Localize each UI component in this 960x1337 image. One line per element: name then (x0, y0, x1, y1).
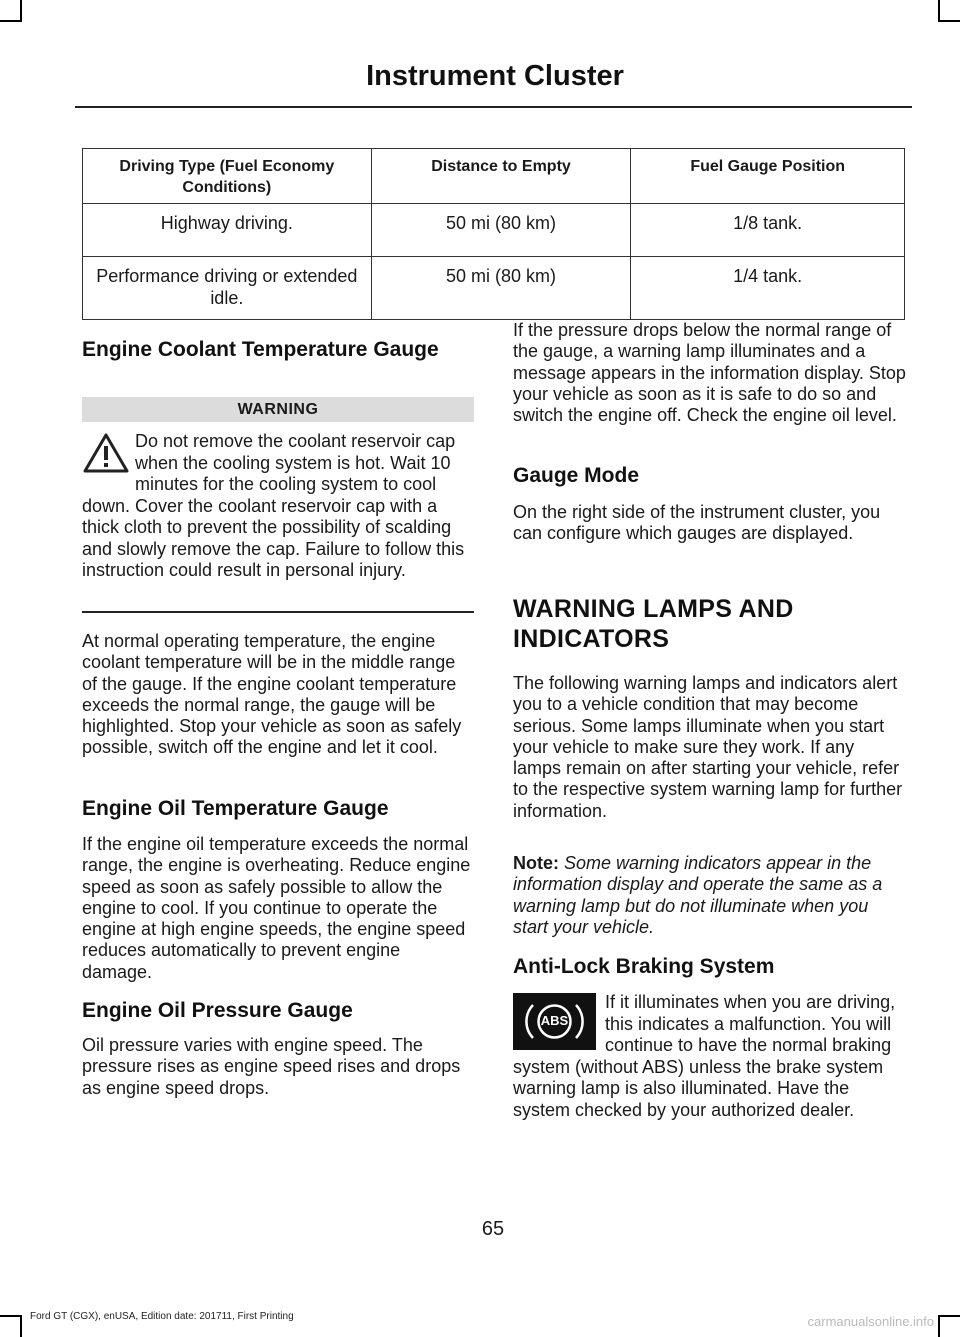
abs-text: If it illuminates when you are driving, this indicates a malfunction. You will continue to have the normal braking system (without ABS) unless the brake system warning lamp is also illuminated. Have the system checked by your authorized dealer. (513, 992, 896, 1120)
crop-mark (20, 0, 22, 22)
table-row (83, 204, 905, 257)
oil-temp-heading: Engine Oil Temperature Gauge (82, 797, 389, 820)
table-header-cell: Fuel Gauge Position (631, 149, 905, 204)
warning-label: WARNING (82, 397, 474, 422)
title-divider (75, 106, 912, 108)
table-header-cell: Driving Type (Fuel Economy Conditions) (83, 149, 372, 204)
watermark: carmanualsonline.info (807, 1314, 934, 1329)
table-header-cell: Distance to Empty (371, 149, 631, 204)
crop-mark (938, 20, 960, 22)
abs-icon-label: ABS (540, 1013, 569, 1028)
page-number: 65 (481, 1218, 505, 1240)
oil-pressure-text: Oil pressure varies with engine speed. The pressure rises as engine speed rises and drops as engine speed drops. (82, 1035, 461, 1098)
crop-mark (0, 20, 22, 22)
coolant-text: At normal operating temperature, the engine coolant temperature will be in the middle range of the gauge. If the engine coolant temperature exceeds the normal range, the gauge will be highlighted. Stop your vehicle as soon as safely possible, switch off the engine and let it cool. (82, 631, 462, 758)
table-cell: 1/4 tank. (631, 257, 905, 320)
note (513, 853, 906, 938)
crop-mark (938, 1315, 940, 1337)
oil-temp-text: If the engine oil temperature exceeds the normal range, the engine is overheating. Reduce engine speed as soon as safely possible to allow the engine to cool. If you continue to operate the engine at high engine speeds, the engine speed reduces automatically to prevent engine damage. (82, 834, 471, 982)
page-title: Instrument Cluster (366, 60, 624, 92)
lamps-text: The following warning lamps and indicators alert you to a vehicle condition that may become serious. Some lamps illuminate when you start your vehicle to make sure they work. If any lamps remain on after starting your vehicle, refer to the respective system warning lamp for further information. (513, 673, 903, 821)
note-label: Note: (513, 853, 559, 873)
warning-divider (82, 611, 474, 613)
abs-heading: Anti-Lock Braking System (513, 955, 775, 978)
table-cell: Performance driving or extended idle. (83, 257, 372, 320)
warning-text: Do not remove the coolant reservoir cap when the cooling system is hot. Wait 10 minutes for the cooling system to cool down. Cover the coolant reservoir cap with a thick cloth to prevent the possibility of scalding and slowly remove the cap. Failure to follow this instruction could result in personal injury. (82, 431, 465, 580)
edition-footer: Ford GT (CGX), enUSA, Edition date: 201711, First Printing (30, 1311, 294, 1322)
table-row (83, 257, 905, 320)
table-cell: 1/8 tank. (631, 204, 905, 257)
gauge-mode-text: On the right side of the instrument cluster, you can configure which gauges are displayed. (513, 502, 881, 544)
crop-mark (0, 1315, 22, 1317)
coolant-heading: Engine Coolant Temperature Gauge (82, 338, 439, 361)
table-cell: 50 mi (80 km) (371, 257, 631, 320)
oil-pressure-heading: Engine Oil Pressure Gauge (82, 999, 353, 1022)
crop-mark (938, 0, 940, 22)
fuel-table (82, 148, 905, 320)
note-text: Some warning indicators appear in the information display and operate the same as a warning lamp but do not illuminate when you start your vehicle. (513, 853, 883, 937)
section-heading: WARNING LAMPS AND INDICATORS (513, 595, 794, 653)
table-header-row (83, 149, 905, 204)
pressure-text: If the pressure drops below the normal range of the gauge, a warning lamp illuminates and a message appears in the information display. Stop your vehicle as soon as it is safe to do so and switch the engine off. Check the engine oil level. (513, 320, 906, 426)
crop-mark (938, 1315, 960, 1317)
crop-mark (20, 1315, 22, 1337)
table-cell: 50 mi (80 km) (371, 204, 631, 257)
table-cell: Highway driving. (83, 204, 372, 257)
gauge-mode-heading: Gauge Mode (513, 464, 640, 487)
